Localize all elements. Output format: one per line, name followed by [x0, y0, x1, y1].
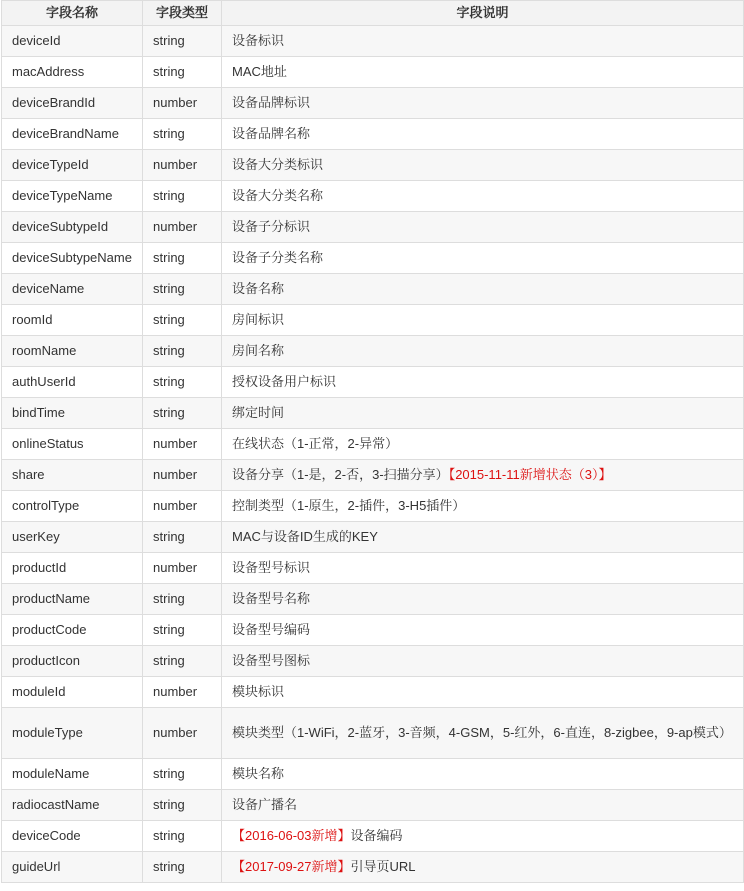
- field-name-cell: deviceId: [2, 26, 143, 57]
- field-type-cell: string: [143, 821, 222, 852]
- field-description-cell: [222, 367, 744, 398]
- description-text: MAC与设备ID生成的KEY: [232, 529, 378, 544]
- field-description-cell: [222, 181, 744, 212]
- field-name-cell: onlineStatus: [2, 429, 143, 460]
- header-field-name: 字段名称: [2, 1, 143, 26]
- field-type-cell: number: [143, 88, 222, 119]
- description-text: 设备型号标识: [232, 560, 311, 575]
- field-description-cell: [222, 429, 744, 460]
- field-description-cell: [222, 212, 744, 243]
- table-row: [2, 305, 744, 336]
- field-description-cell: [222, 615, 744, 646]
- field-type-cell: number: [143, 677, 222, 708]
- description-text: 设备大分类标识: [232, 157, 324, 172]
- description-text: 控制类型（1-原生，2-插件，3-H5插件）: [232, 498, 466, 513]
- table-row: [2, 584, 744, 615]
- field-type-cell: number: [143, 150, 222, 181]
- table-row: [2, 646, 744, 677]
- table-row: [2, 274, 744, 305]
- field-name-cell: moduleId: [2, 677, 143, 708]
- field-description-cell: [222, 790, 744, 821]
- field-type-cell: string: [143, 181, 222, 212]
- field-name-cell: moduleName: [2, 759, 143, 790]
- description-text: 绑定时间: [232, 405, 285, 420]
- field-name-cell: share: [2, 460, 143, 491]
- field-name-cell: controlType: [2, 491, 143, 522]
- field-name-cell: bindTime: [2, 398, 143, 429]
- table-row: [2, 491, 744, 522]
- field-description-cell: [222, 584, 744, 615]
- description-text: 设备子分类名称: [232, 250, 324, 265]
- header-field-type: 字段类型: [143, 1, 222, 26]
- description-text: 设备分享（1-是，2-否，3-扫描分享）: [232, 467, 449, 482]
- field-type-cell: string: [143, 26, 222, 57]
- field-description-cell: [222, 852, 744, 883]
- table-row: [2, 398, 744, 429]
- field-type-cell: string: [143, 274, 222, 305]
- table-row: [2, 460, 744, 491]
- table-row: [2, 26, 744, 57]
- field-description-cell: [222, 522, 744, 553]
- table-row: [2, 212, 744, 243]
- description-text: 模块标识: [232, 684, 285, 699]
- field-name-cell: productId: [2, 553, 143, 584]
- field-type-cell: string: [143, 646, 222, 677]
- table-row: [2, 243, 744, 274]
- field-description-cell: [222, 646, 744, 677]
- field-name-cell: productCode: [2, 615, 143, 646]
- field-name-cell: guideUrl: [2, 852, 143, 883]
- field-description-cell: [222, 460, 744, 491]
- description-text: 在线状态（1-正常，2-异常）: [232, 436, 399, 451]
- field-description-cell: [222, 491, 744, 522]
- field-type-cell: string: [143, 305, 222, 336]
- table-row: [2, 821, 744, 852]
- field-description-cell: [222, 57, 744, 88]
- description-text: 模块类型（1-WiFi，2-蓝牙，3-音频，4-GSM，5-红外，6-直连，8-zigbee，9-ap模式）: [232, 725, 732, 740]
- table-row: [2, 759, 744, 790]
- field-name-cell: macAddress: [2, 57, 143, 88]
- field-name-cell: productIcon: [2, 646, 143, 677]
- description-text-after-note: 引导页URL: [350, 859, 416, 874]
- field-type-cell: string: [143, 790, 222, 821]
- field-name-cell: deviceSubtypeName: [2, 243, 143, 274]
- field-description-cell: [222, 759, 744, 790]
- field-type-cell: string: [143, 367, 222, 398]
- field-table: [1, 0, 744, 883]
- description-text: 设备型号图标: [232, 653, 311, 668]
- table-row: [2, 522, 744, 553]
- description-text: 设备子分标识: [232, 219, 311, 234]
- description-text: 设备品牌名称: [232, 126, 311, 141]
- table-row: [2, 119, 744, 150]
- field-type-cell: string: [143, 398, 222, 429]
- field-type-cell: number: [143, 553, 222, 584]
- field-type-cell: string: [143, 522, 222, 553]
- field-description-cell: [222, 119, 744, 150]
- field-name-cell: deviceName: [2, 274, 143, 305]
- table-row: [2, 181, 744, 212]
- description-text: 设备型号编码: [232, 622, 311, 637]
- table-row: [2, 150, 744, 181]
- description-text: 授权设备用户标识: [232, 374, 337, 389]
- change-note: 【2015-11-11新增状态（3）】: [448, 467, 612, 482]
- field-description-cell: [222, 336, 744, 367]
- field-name-cell: radiocastName: [2, 790, 143, 821]
- field-description-cell: [222, 150, 744, 181]
- table-row: [2, 708, 744, 759]
- table-row: [2, 852, 744, 883]
- description-text: 设备广播名: [232, 797, 298, 812]
- description-text: 房间标识: [232, 312, 285, 327]
- field-type-cell: string: [143, 57, 222, 88]
- field-name-cell: authUserId: [2, 367, 143, 398]
- table-row: [2, 553, 744, 584]
- table-row: [2, 336, 744, 367]
- field-name-cell: userKey: [2, 522, 143, 553]
- description-text: 模块名称: [232, 766, 285, 781]
- change-note: 【2017-09-27新增】: [232, 859, 351, 874]
- field-name-cell: deviceSubtypeId: [2, 212, 143, 243]
- field-description-cell: [222, 553, 744, 584]
- description-text: 设备型号名称: [232, 591, 311, 606]
- table-row: [2, 677, 744, 708]
- field-type-cell: string: [143, 759, 222, 790]
- field-name-cell: deviceCode: [2, 821, 143, 852]
- field-description-cell: [222, 821, 744, 852]
- description-text: 设备品牌标识: [232, 95, 311, 110]
- field-name-cell: deviceBrandId: [2, 88, 143, 119]
- field-type-cell: string: [143, 243, 222, 274]
- field-type-cell: number: [143, 429, 222, 460]
- field-name-cell: deviceTypeName: [2, 181, 143, 212]
- field-type-cell: string: [143, 336, 222, 367]
- field-type-cell: string: [143, 584, 222, 615]
- field-name-cell: roomName: [2, 336, 143, 367]
- field-description-cell: [222, 274, 744, 305]
- description-text-after-note: 设备编码: [350, 828, 403, 843]
- field-type-cell: number: [143, 491, 222, 522]
- field-name-cell: deviceBrandName: [2, 119, 143, 150]
- field-description-cell: [222, 708, 744, 759]
- table-row: [2, 57, 744, 88]
- field-type-cell: string: [143, 852, 222, 883]
- field-description-cell: [222, 26, 744, 57]
- field-name-cell: productName: [2, 584, 143, 615]
- description-text: 设备标识: [232, 33, 285, 48]
- field-type-cell: string: [143, 615, 222, 646]
- field-description-cell: [222, 305, 744, 336]
- field-description-cell: [222, 88, 744, 119]
- field-description-cell: [222, 398, 744, 429]
- field-description-cell: [222, 243, 744, 274]
- change-note: 【2016-06-03新增】: [232, 828, 351, 843]
- field-description-cell: [222, 677, 744, 708]
- description-text: 设备名称: [232, 281, 285, 296]
- description-text: 设备大分类名称: [232, 188, 324, 203]
- field-name-cell: roomId: [2, 305, 143, 336]
- field-type-cell: number: [143, 460, 222, 491]
- field-name-cell: moduleType: [2, 708, 143, 759]
- field-type-cell: number: [143, 212, 222, 243]
- table-header-row: [2, 1, 744, 26]
- table-row: [2, 790, 744, 821]
- table-row: [2, 615, 744, 646]
- field-type-cell: number: [143, 708, 222, 759]
- table-row: [2, 88, 744, 119]
- table-row: [2, 367, 744, 398]
- header-field-description: 字段说明: [222, 1, 744, 26]
- field-type-cell: string: [143, 119, 222, 150]
- field-name-cell: deviceTypeId: [2, 150, 143, 181]
- description-text: 房间名称: [232, 343, 285, 358]
- description-text: MAC地址: [232, 64, 287, 79]
- table-row: [2, 429, 744, 460]
